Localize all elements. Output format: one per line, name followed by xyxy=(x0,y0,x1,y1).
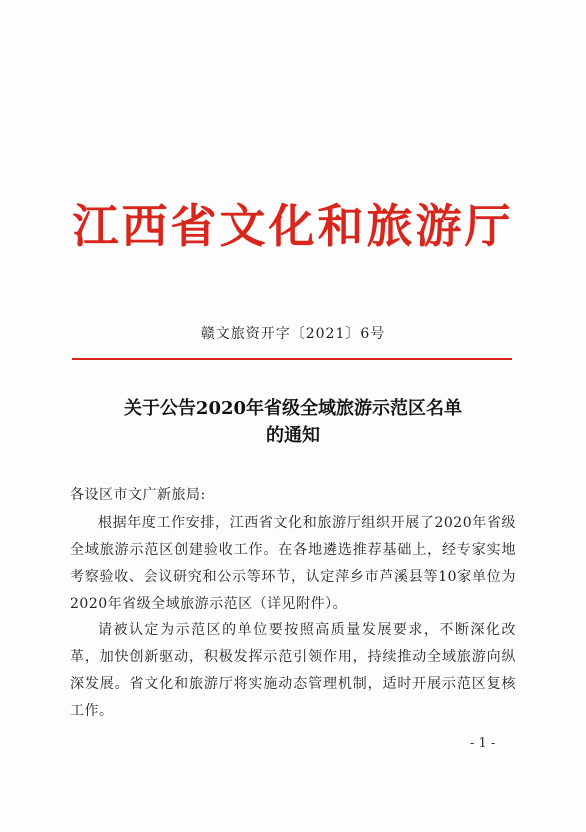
body-paragraph-1: 根据年度工作安排，江西省文化和旅游厅组织开展了2020年省级全域旅游示范区创建验收工作。在各地遴选推荐基础上，经专家实地考察验收、会议研究和公示等环节，认定萍乡市芦溪县等10家单位为2020年省级全域旅游示范区（详见附件）。 xyxy=(70,515,516,612)
document-title-line-2: 的通知 xyxy=(266,425,320,446)
page-number: - 1 - xyxy=(470,736,496,751)
red-divider-line xyxy=(72,358,512,360)
body-paragraph-2: 请被认定为示范区的单位要按照高质量发展要求，不断深化改革，加快创新驱动，积极发挥示范引领作用，持续推动全域旅游向纵深发展。省文化和旅游厅将实施动态管理机制，适时开展示范区复核工作。 xyxy=(70,622,516,719)
salutation: 各设区市文广新旅局: xyxy=(70,487,206,503)
document-number: 赣文旅资开字〔2021〕6号 xyxy=(200,326,386,342)
issuing-authority-header: 江西省文化和旅游厅 xyxy=(72,199,514,253)
document-title-line-1: 关于公告2020年省级全域旅游示范区名单 xyxy=(123,398,463,419)
document-title xyxy=(40,395,546,449)
